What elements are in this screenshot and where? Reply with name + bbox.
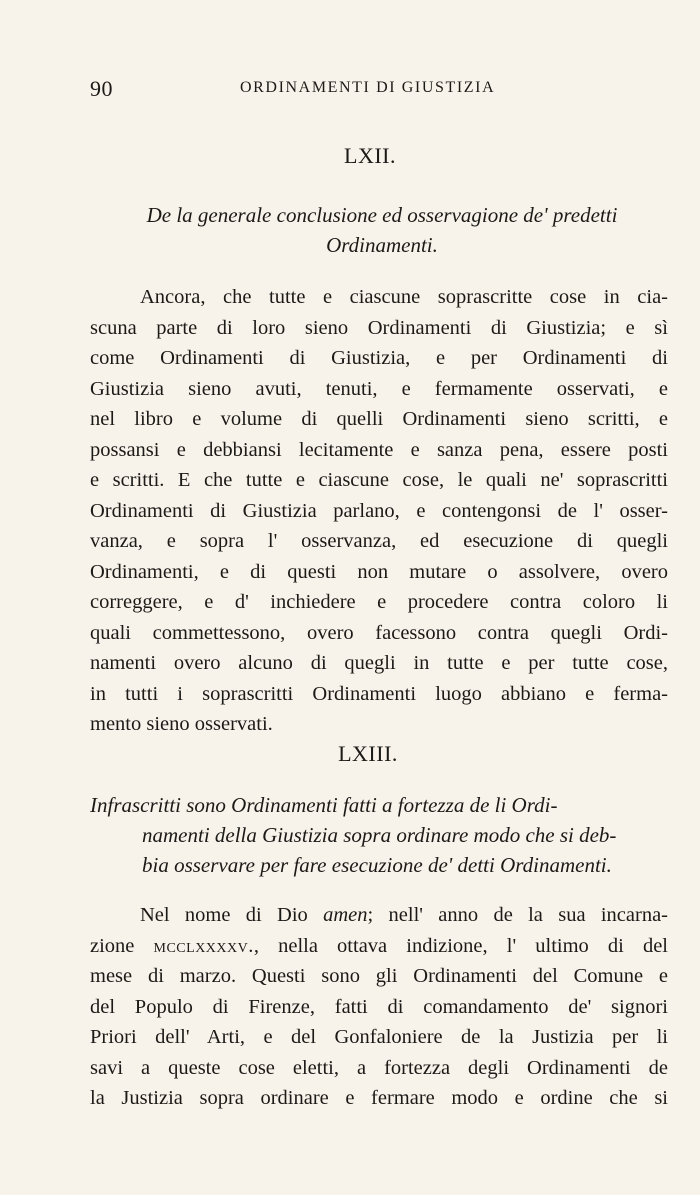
text-fragment: zione <box>90 934 154 957</box>
rubric-line: namenti della Giustizia sopra ordinare modo che si deb- <box>142 823 617 847</box>
chapter-number-lxiii: LXIII. <box>338 741 398 766</box>
text-fragment: ; nell' anno de la sua incarna- <box>367 904 669 926</box>
text-line: Ancora, che tutte e ciascune soprascritte cose in cia- <box>140 286 668 308</box>
running-head <box>90 76 650 102</box>
rubric-line: Ordinamenti. <box>326 233 438 257</box>
text-line: correggere, e d' inchiedere e procedere contra coloro li <box>90 591 668 613</box>
running-title: ORDINAMENTI DI GIUSTIZIA <box>240 79 496 96</box>
text-line: savi a queste cose eletti, a fortezza degli Ordinamenti de <box>90 1056 668 1079</box>
text-line: Priori dell' Arti, e del Gonfaloniere de la Justizia per li <box>90 1026 668 1048</box>
chapter-text-lxii <box>90 282 668 740</box>
text-line: scuna parte di loro sieno Ordinamenti di Giustizia; e sì <box>90 316 668 339</box>
text-line: Ordinamenti di Giustizia parlano, e contengonsi de l' osser- <box>90 499 668 522</box>
text-line: del Populo di Firenze, fatti di comandamento de' signori <box>90 995 668 1018</box>
text-line <box>90 900 668 931</box>
chapter-number-lxii: LXII. <box>344 143 396 168</box>
text-line: quali commettessono, overo facessono contra quegli Ordi- <box>90 621 668 644</box>
text-line: in tutti i soprascritti Ordinamenti luogo abbiano e ferma- <box>90 682 668 705</box>
text-line: Ordinamenti, e di questi non mutare o assolvere, overo <box>90 560 668 583</box>
text-line: mese di marzo. Questi sono gli Ordinamenti del Comune e <box>90 965 668 987</box>
text-line: mento sieno osservati. <box>90 713 273 735</box>
chapter-rubric-lxii <box>122 200 642 260</box>
text-line: vanza, e sopra l' osservanza, ed esecuzione di quegli <box>90 530 668 552</box>
text-line <box>90 931 668 962</box>
text-line: nel libro e volume di quelli Ordinamenti sieno scritti, e <box>90 408 668 430</box>
text-line: la Justizia sopra ordinare e fermare modo e ordine che si <box>90 1087 668 1109</box>
page-number: 90 <box>90 76 113 101</box>
text-line: namenti overo alcuno di quegli in tutte e per tutte cose, <box>90 652 668 674</box>
roman-date: mcclxxxxv. <box>153 934 254 957</box>
text-fragment: , nella ottava indizione, l' ultimo di del <box>253 934 669 957</box>
rubric-line: Infrascritti sono Ordinamenti fatti a fortezza de li Ordi- <box>90 793 558 817</box>
text-line: come Ordinamenti di Giustizia, e per Ordinamenti di <box>90 347 668 369</box>
text-line: Giustizia sieno avuti, tenuti, e fermamente osservati, e <box>90 377 668 400</box>
text-line: e scritti. E che tutte e ciascune cose, le quali ne' soprascritti <box>90 469 668 491</box>
text-line: possansi e debbiansi lecitamente e sanza pena, essere posti <box>90 438 668 461</box>
rubric-line: bia osservare per fare esecuzione de' detti Ordinamenti. <box>142 853 612 877</box>
chapter-rubric-lxiii <box>90 790 668 880</box>
text-italic: amen <box>323 904 368 926</box>
rubric-line: De la generale conclusione ed osservagione de' predetti <box>146 203 618 227</box>
chapter-text-lxiii <box>90 900 668 1114</box>
text-fragment: Nel nome di Dio <box>140 904 324 926</box>
